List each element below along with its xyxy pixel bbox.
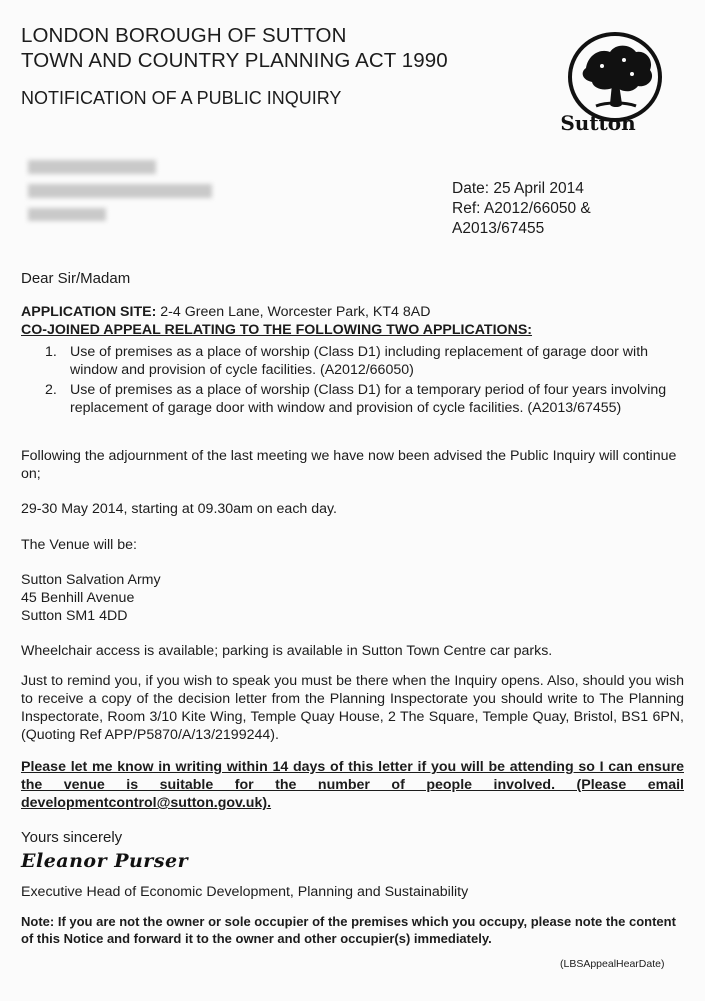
adjournment-paragraph: Following the adjournment of the last meeting we have now been advised the Public Inquiry will continue on; [21,448,677,482]
date-ref-block [452,179,591,239]
application-description: Use of premises as a place of worship (Class D1) for a temporary period of four years involving replacement of garage door with window and provision of cycle facilities. (A2013/67455) [70,382,667,416]
reference-line-1: Ref: A2012/66050 & [452,200,591,217]
document-reference: (LBSAppealHearDate) [560,958,665,970]
closing: Yours sincerely [21,829,123,846]
redacted-address-line [28,184,212,198]
inquiry-dates: 29-30 May 2014, starting at 09.30am on each day. [21,501,338,517]
notice-title: NOTIFICATION OF A PUBLIC INQUIRY [21,88,342,108]
logo-wordmark: Sutton [560,111,636,135]
attendance-request: Please let me know in writing within 14 days of this letter if you will be attending so I can ensure the venue is suitable for the number of people involved. (Please email developmentcontrol@sutton.gov.uk). [21,759,684,811]
venue-name: Sutton Salvation Army [21,572,161,588]
signature: Eleanor Purser [21,850,189,872]
salutation: Dear Sir/Madam [21,270,131,287]
application-site-label: APPLICATION SITE: [21,304,157,320]
owner-note: Note: If you are not the owner or sole occupier of the premises which you occupy, please note the content of this Notice and forward it to the owner and other occupier(s) immediately. [21,914,676,946]
venue-town: Sutton SM1 4DD [21,608,128,624]
council-name: LONDON BOROUGH OF SUTTON [21,24,347,47]
redacted-postcode [28,208,106,221]
letter-date: Date: 25 April 2014 [452,180,584,197]
reference-line-2: A2013/67455 [452,220,545,237]
signatory-title: Executive Head of Economic Development, Planning and Sustainability [21,884,469,900]
venue-address [21,571,684,625]
application-site [21,303,684,321]
application-number: 1. [45,344,57,360]
application-number: 2. [45,382,57,398]
access-paragraph: Wheelchair access is available; parking is available in Sutton Town Centre car parks. [21,643,553,659]
venue-street: 45 Benhill Avenue [21,590,135,606]
application-site-address: 2-4 Green Lane, Worcester Park, KT4 8AD [156,304,431,320]
act-title: TOWN AND COUNTRY PLANNING ACT 1990 [21,49,448,72]
reminder-paragraph: Just to remind you, if you wish to speak you must be there when the Inquiry opens. Also, should you wish to receive a copy of the decision letter from the Planning Inspectorate you should write to The Planning Inspectorate, Room 3/10 Kite Wing, Temple Quay House, 2 The Square, Temple Quay, Bristol, BS1 6PN, (Quoting Ref APP/P5870/A/13/2199244). [21,673,684,743]
venue-intro: The Venue will be: [21,537,137,553]
application-description: Use of premises as a place of worship (Class D1) including replacement of garage door with window and provision of cycle facilities. (A2012/66050) [70,344,649,378]
redacted-name [28,160,156,174]
coappeal-heading: CO-JOINED APPEAL RELATING TO THE FOLLOWING TWO APPLICATIONS: [21,322,533,338]
